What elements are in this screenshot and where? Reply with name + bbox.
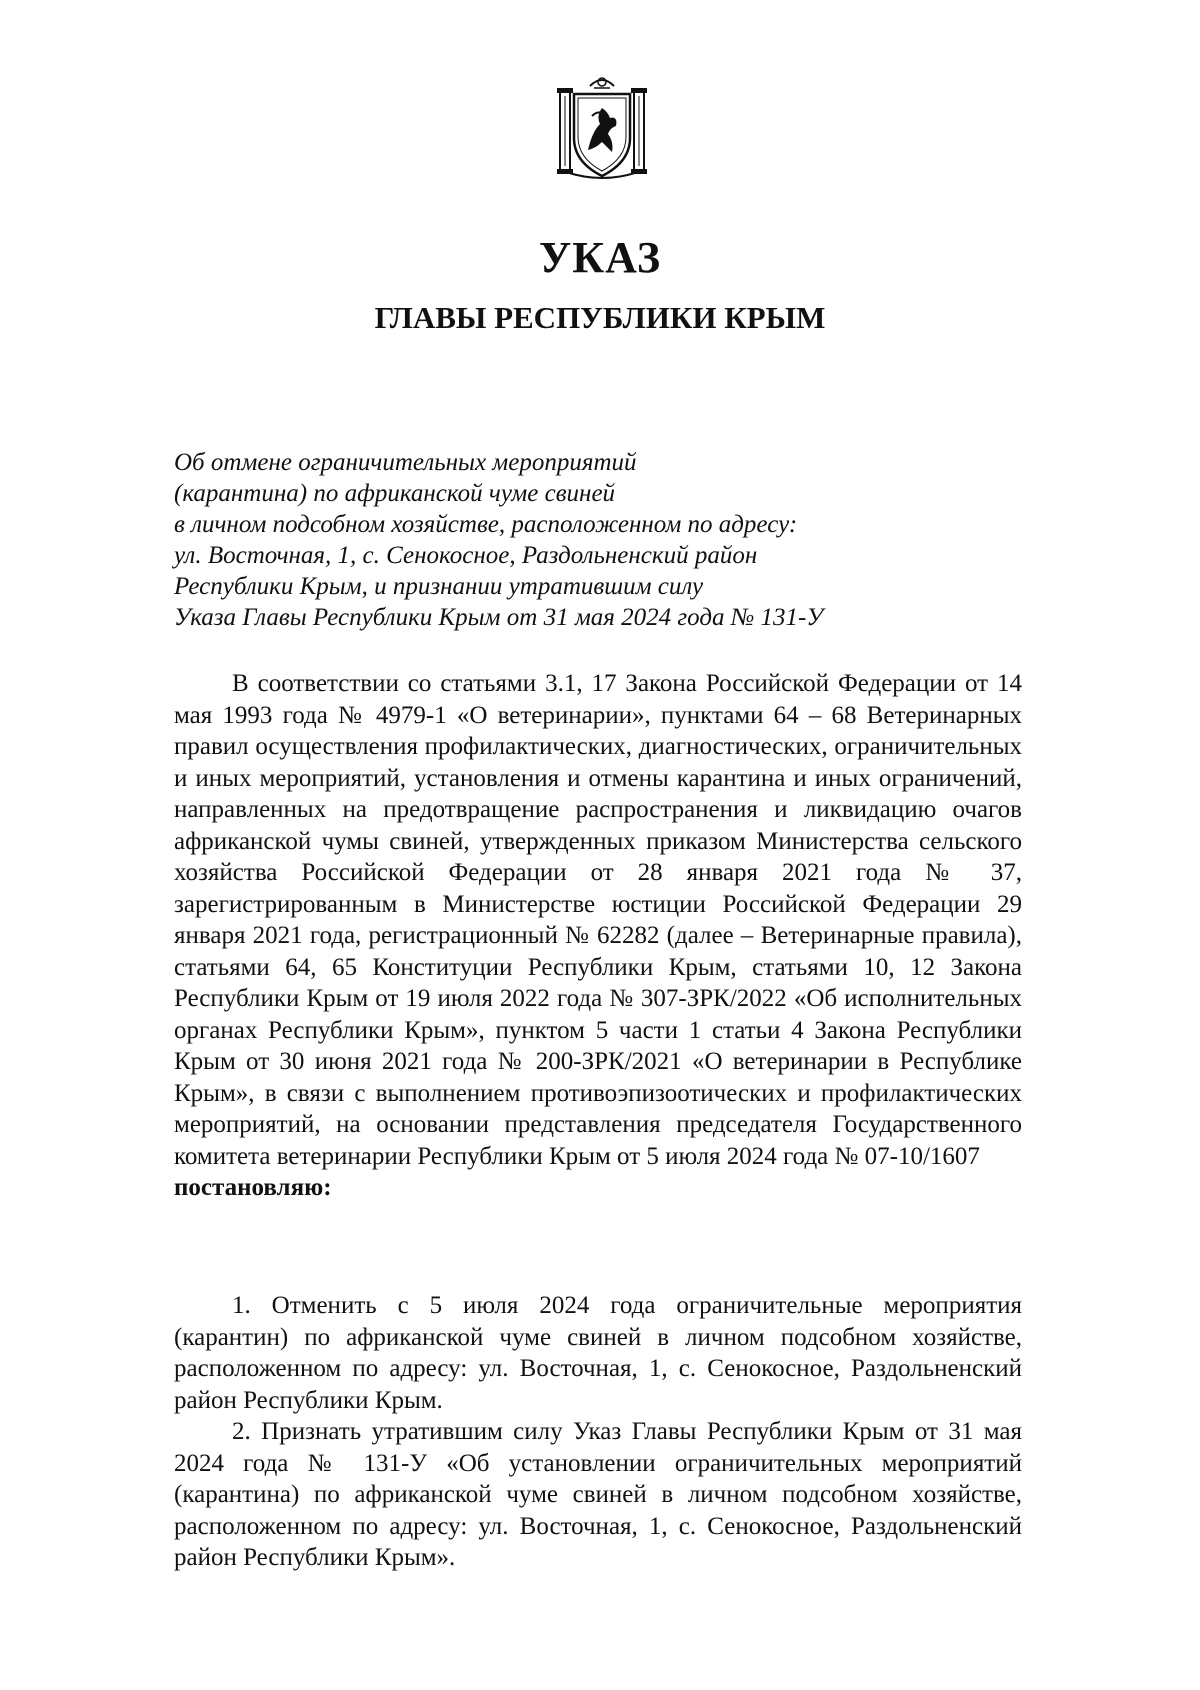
decree-items [174,1290,1022,1574]
subject-line: Республики Крым, и признании утратившим силу [174,573,704,600]
decree-item: 2. Признать утратившим силу Указ Главы Республики Крым от 31 мая 2024 года № 131-У «Об установлении ограничительных мероприятий (карантина) по африканской чуме свиней в личном подсобном хозяйстве, расположенном по адресу: ул. Восточная, 1, с. Сенокосное, Раздольненский район Республики Крым». [174,1418,1022,1571]
subject-line: Об отмене ограничительных мероприятий [174,449,637,476]
subject-line: ул. Восточная, 1, с. Сенокосное, Раздольненский район [174,542,758,569]
preamble-text: В соответствии со статьями 3.1, 17 Закона Российской Федерации от 14 мая 1993 года № 4979-1 «О ветеринарии», пунктами 64 – 68 Ветеринарных правил осуществления профилактических, диагностических, ограничительных и иных мероприятий, установления и отмены карантина и иных ограничений, направленных на предотвращение распространения и ликвидацию очагов африканской чумы свиней, утвержденных приказом Министерства сельского хозяйства Российской Федерации от 28 января 2021 года № 37, зарегистрированным в Министерстве юстиции Российской Федерации 29 января 2021 года, регистрационный № 62282 (далее – Ветеринарные правила), статьями 64, 65 Конституции Республики Крым, статьями 10, 12 Закона Республики Крым от 19 июля 2022 года № 307-ЗРК/2022 «Об исполнительных органах Республики Крым», пунктом 5 части 1 статьи 4 Закона Республики Крым от 30 июня 2021 года № 200-ЗРК/2021 «О ветеринарии в Республике Крым», в связи с выполнением противоэпизоотических и профилактических мероприятий, на основании представления председателя Государственного комитета ветеринарии Республики Крым от 5 июля 2024 года № 07-10/1607 [174,670,1022,1170]
preamble-paragraph [174,668,1022,1204]
coat-of-arms-emblem [552,72,652,182]
document-title: УКАЗ [538,233,662,282]
crimea-coat-of-arms-icon [552,72,652,182]
decree-preamble [174,668,1022,1204]
subject-line: Указа Главы Республики Крым от 31 мая 2024 года № 131-У [174,604,824,631]
subject-line: в личном подсобном хозяйстве, расположенном по адресу: [174,511,798,538]
document-issuer: ГЛАВЫ РЕСПУБЛИКИ КРЫМ [374,300,826,335]
subject-line: (карантина) по африканской чуме свиней [174,480,616,507]
decree-subject [174,447,934,633]
decree-word: постановляю: [174,1174,332,1201]
decree-item: 1. Отменить с 5 июля 2024 года ограничительные мероприятия (карантин) по африканской чуме свиней в личном подсобном хозяйстве, расположенном по адресу: ул. Восточная, 1, с. Сенокосное, Раздольненский район Республики Крым. [174,1292,1022,1414]
